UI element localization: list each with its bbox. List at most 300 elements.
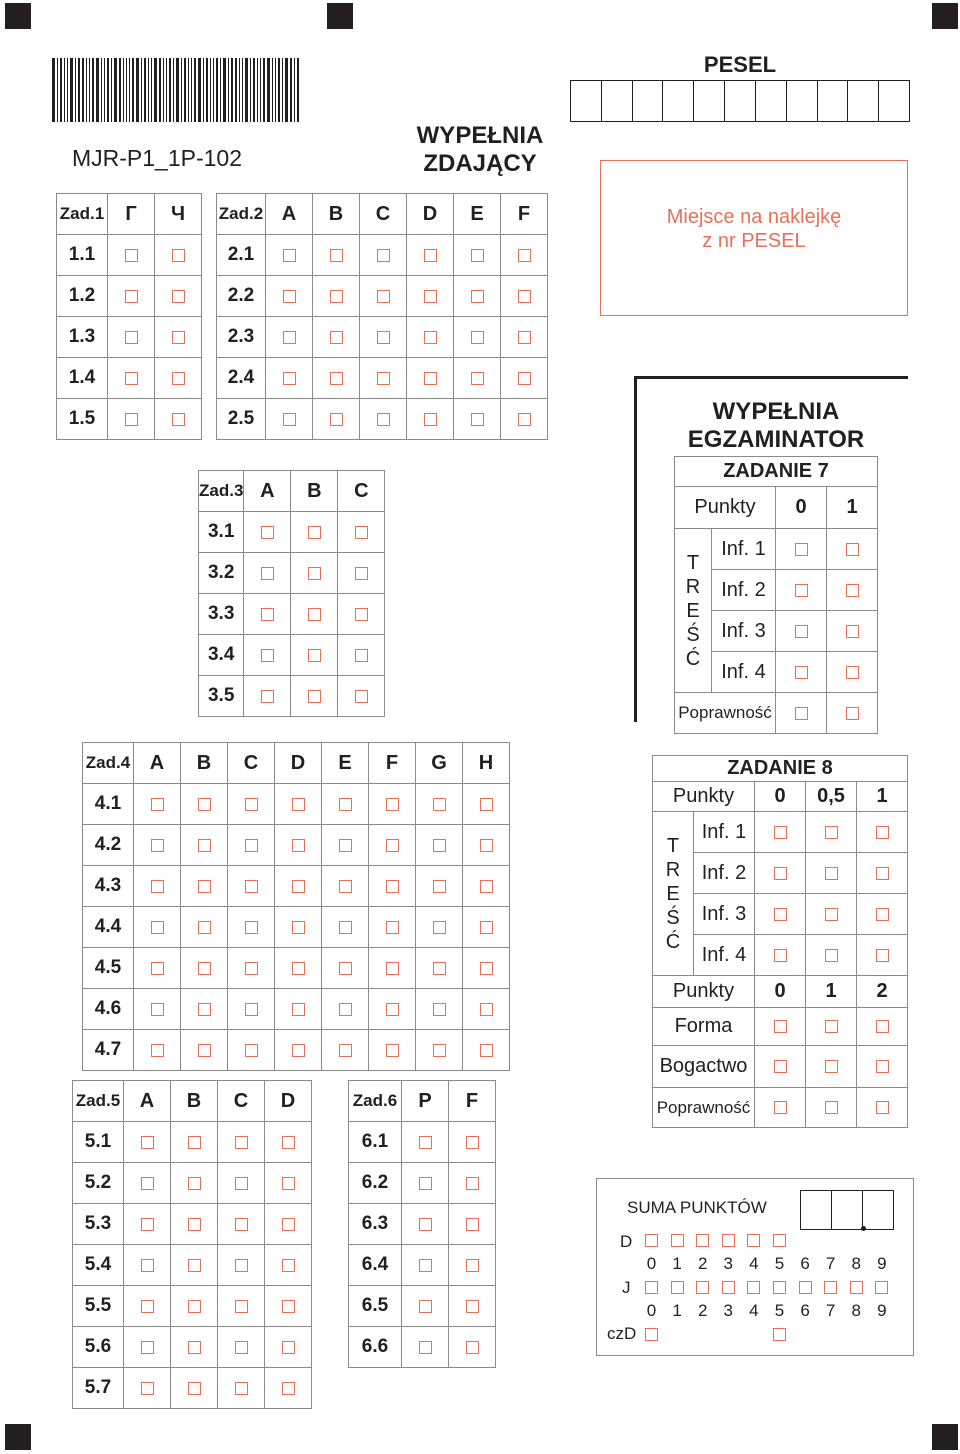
answer-checkbox[interactable]	[433, 1044, 446, 1057]
answer-checkbox[interactable]	[282, 1136, 295, 1149]
answer-checkbox[interactable]	[386, 839, 399, 852]
answer-checkbox[interactable]	[419, 1341, 432, 1354]
answer-checkbox[interactable]	[141, 1382, 154, 1395]
answer-checkbox[interactable]	[330, 290, 343, 303]
pesel-digit-box[interactable]	[818, 81, 849, 121]
answer-checkbox[interactable]	[198, 921, 211, 934]
zad3-column-header: B	[291, 471, 338, 512]
answer-checkbox[interactable]	[471, 249, 484, 262]
units-checkbox[interactable]	[773, 1281, 786, 1294]
answer-checkbox[interactable]	[292, 921, 305, 934]
answer-checkbox[interactable]	[198, 839, 211, 852]
answer-checkbox[interactable]	[330, 249, 343, 262]
answer-checkbox[interactable]	[283, 290, 296, 303]
zad3-row-label: 3.1	[199, 512, 244, 553]
zadanie8-inf-label: Inf. 4	[694, 935, 755, 976]
pesel-digit-box[interactable]	[633, 81, 664, 121]
zad2-column-header: D	[407, 194, 454, 235]
zad6-column-header: F	[449, 1081, 496, 1122]
answer-checkbox[interactable]	[261, 526, 274, 539]
answer-checkbox[interactable]	[377, 413, 390, 426]
score-checkbox[interactable]	[846, 666, 859, 679]
answer-checkbox[interactable]	[245, 798, 258, 811]
score-checkbox[interactable]	[774, 908, 787, 921]
answer-checkbox[interactable]	[151, 880, 164, 893]
score-checkbox[interactable]	[846, 543, 859, 556]
answer-checkbox[interactable]	[125, 372, 138, 385]
barcode-bar	[104, 58, 105, 122]
barcode-bar	[151, 58, 152, 122]
answer-checkbox[interactable]	[282, 1177, 295, 1190]
answer-checkbox[interactable]	[292, 798, 305, 811]
zadanie8-inf-label: Inf. 1	[694, 812, 755, 853]
zad2-column-header: A	[266, 194, 313, 235]
answer-checkbox[interactable]	[355, 526, 368, 539]
answer-checkbox[interactable]	[419, 1136, 432, 1149]
answer-checkbox[interactable]	[386, 921, 399, 934]
answer-checkbox[interactable]	[282, 1382, 295, 1395]
answer-row	[73, 1368, 312, 1409]
zadanie8-points-label: Punkty	[653, 782, 755, 812]
answer-row	[57, 317, 202, 358]
zadanie7-point: 0	[776, 487, 827, 529]
score-checkbox[interactable]	[795, 625, 808, 638]
zad4-row-label: 4.4	[83, 907, 134, 948]
score-checkbox[interactable]	[846, 584, 859, 597]
zad6-row-label: 6.2	[349, 1163, 402, 1204]
answer-checkbox[interactable]	[235, 1259, 248, 1272]
answer-checkbox[interactable]	[261, 690, 274, 703]
zad4-column-header: C	[228, 743, 275, 784]
pesel-input[interactable]	[570, 80, 910, 122]
answer-checkbox[interactable]	[283, 249, 296, 262]
answer-checkbox[interactable]	[151, 962, 164, 975]
barcode-bar	[129, 58, 130, 122]
answer-checkbox[interactable]	[480, 880, 493, 893]
score-checkbox[interactable]	[825, 867, 838, 880]
tens-checkbox[interactable]	[645, 1234, 658, 1247]
answer-checkbox[interactable]	[433, 798, 446, 811]
answer-checkbox[interactable]	[355, 567, 368, 580]
zadanie7-tresc-label: T R E Ś Ć	[675, 529, 712, 693]
answer-checkbox[interactable]	[480, 1044, 493, 1057]
answer-checkbox[interactable]	[466, 1300, 479, 1313]
answer-checkbox[interactable]	[308, 690, 321, 703]
score-checkbox[interactable]	[876, 1101, 889, 1114]
score-checkbox[interactable]	[774, 867, 787, 880]
answer-checkbox[interactable]	[245, 1003, 258, 1016]
answer-checkbox[interactable]	[188, 1218, 201, 1231]
score-checkbox[interactable]	[795, 707, 808, 720]
units-checkbox[interactable]	[645, 1281, 658, 1294]
barcode-bar	[294, 58, 295, 122]
zad4-row-label: 4.3	[83, 866, 134, 907]
answer-checkbox[interactable]	[261, 608, 274, 621]
answer-checkbox[interactable]	[308, 567, 321, 580]
answer-row	[83, 989, 510, 1030]
answer-checkbox[interactable]	[125, 249, 138, 262]
czd-checkbox[interactable]	[773, 1328, 786, 1341]
score-checkbox[interactable]	[774, 1060, 787, 1073]
score-checkbox[interactable]	[876, 1060, 889, 1073]
answer-checkbox[interactable]	[330, 372, 343, 385]
zad1-row-label: 1.4	[57, 358, 108, 399]
answer-checkbox[interactable]	[308, 649, 321, 662]
barcode-bar	[181, 58, 182, 122]
zad5-row-label: 5.2	[73, 1163, 124, 1204]
fill-student-heading: WYPEŁNIA ZDAJĄCY	[416, 122, 544, 177]
answer-checkbox[interactable]	[292, 839, 305, 852]
zad4-row-label: 4.7	[83, 1030, 134, 1071]
answer-checkbox[interactable]	[466, 1136, 479, 1149]
answer-checkbox[interactable]	[386, 1003, 399, 1016]
answer-checkbox[interactable]	[172, 413, 185, 426]
answer-checkbox[interactable]	[339, 839, 352, 852]
answer-checkbox[interactable]	[377, 331, 390, 344]
score-checkbox[interactable]	[876, 826, 889, 839]
score-checkbox[interactable]	[795, 666, 808, 679]
barcode-bar	[114, 58, 117, 122]
zad5-row-label: 5.6	[73, 1327, 124, 1368]
zad3-row-label: 3.5	[199, 676, 244, 717]
units-digit: 4	[749, 1301, 759, 1320]
barcode-bar	[275, 58, 276, 122]
answer-checkbox[interactable]	[433, 921, 446, 934]
barcode-bar	[235, 58, 237, 122]
score-checkbox[interactable]	[846, 625, 859, 638]
answer-checkbox[interactable]	[198, 798, 211, 811]
answer-checkbox[interactable]	[151, 1003, 164, 1016]
answer-checkbox[interactable]	[355, 649, 368, 662]
answer-checkbox[interactable]	[424, 290, 437, 303]
answer-checkbox[interactable]	[419, 1259, 432, 1272]
zad4-column-header: G	[416, 743, 463, 784]
czd-checkbox[interactable]	[645, 1328, 658, 1341]
answer-checkbox[interactable]	[151, 839, 164, 852]
zadanie8-inf-label: Inf. 2	[694, 853, 755, 894]
answer-checkbox[interactable]	[261, 567, 274, 580]
tens-digit: 1	[672, 1254, 682, 1273]
tens-checkbox[interactable]	[722, 1234, 735, 1247]
score-checkbox[interactable]	[846, 707, 859, 720]
pesel-digit-box[interactable]	[725, 81, 756, 121]
barcode-bar	[123, 58, 124, 122]
answer-checkbox[interactable]	[480, 962, 493, 975]
tens-checkbox[interactable]	[773, 1234, 786, 1247]
answer-checkbox[interactable]	[330, 331, 343, 344]
zad1-table	[56, 193, 202, 440]
answer-checkbox[interactable]	[188, 1300, 201, 1313]
score-checkbox[interactable]	[825, 1101, 838, 1114]
exam-code: MJR-P1_1P-102	[72, 145, 243, 171]
zadanie8-bogactwo-label: Bogactwo	[653, 1046, 755, 1088]
zadanie8-point2: 0	[755, 976, 806, 1008]
answer-row	[57, 358, 202, 399]
score-checkbox[interactable]	[825, 826, 838, 839]
barcode-bar	[278, 58, 280, 122]
answer-checkbox[interactable]	[480, 798, 493, 811]
answer-row	[217, 399, 548, 440]
answer-checkbox[interactable]	[188, 1341, 201, 1354]
answer-checkbox[interactable]	[355, 690, 368, 703]
answer-checkbox[interactable]	[151, 1044, 164, 1057]
answer-checkbox[interactable]	[480, 921, 493, 934]
answer-checkbox[interactable]	[235, 1218, 248, 1231]
answer-checkbox[interactable]	[282, 1300, 295, 1313]
score-checkbox[interactable]	[876, 1020, 889, 1033]
score-checkbox[interactable]	[774, 1020, 787, 1033]
barcode-bar	[82, 58, 84, 122]
answer-checkbox[interactable]	[424, 331, 437, 344]
barcode-bar	[119, 58, 121, 122]
answer-checkbox[interactable]	[386, 798, 399, 811]
answer-checkbox[interactable]	[245, 880, 258, 893]
score-sum-entry[interactable]	[800, 1190, 894, 1230]
answer-row	[199, 512, 385, 553]
answer-checkbox[interactable]	[141, 1218, 154, 1231]
answer-checkbox[interactable]	[141, 1177, 154, 1190]
answer-checkbox[interactable]	[339, 1003, 352, 1016]
answer-checkbox[interactable]	[377, 290, 390, 303]
answer-checkbox[interactable]	[433, 839, 446, 852]
answer-checkbox[interactable]	[377, 249, 390, 262]
answer-checkbox[interactable]	[466, 1218, 479, 1231]
answer-checkbox[interactable]	[471, 372, 484, 385]
units-checkbox[interactable]	[799, 1281, 812, 1294]
answer-checkbox[interactable]	[245, 962, 258, 975]
pesel-digit-box[interactable]	[571, 81, 602, 121]
zadanie7-inf-label: Inf. 4	[712, 652, 776, 693]
answer-checkbox[interactable]	[308, 526, 321, 539]
answer-checkbox[interactable]	[471, 413, 484, 426]
units-checkbox[interactable]	[671, 1281, 684, 1294]
tens-checkbox[interactable]	[671, 1234, 684, 1247]
answer-checkbox[interactable]	[386, 880, 399, 893]
answer-checkbox[interactable]	[518, 372, 531, 385]
tens-digit: 9	[877, 1254, 887, 1273]
zad4-label: Zad.4	[83, 743, 134, 784]
zad1-column-header: Г	[108, 194, 155, 235]
answer-row	[217, 276, 548, 317]
units-checkbox[interactable]	[824, 1281, 837, 1294]
answer-checkbox[interactable]	[198, 1003, 211, 1016]
score-checkbox[interactable]	[876, 867, 889, 880]
answer-checkbox[interactable]	[125, 331, 138, 344]
answer-checkbox[interactable]	[283, 331, 296, 344]
answer-checkbox[interactable]	[292, 880, 305, 893]
answer-checkbox[interactable]	[172, 249, 185, 262]
units-checkboxes	[645, 1281, 888, 1294]
score-checkbox[interactable]	[774, 1101, 787, 1114]
answer-checkbox[interactable]	[292, 962, 305, 975]
tens-checkboxes	[645, 1234, 786, 1247]
barcode-bar	[257, 58, 258, 122]
score-checkbox[interactable]	[795, 543, 808, 556]
score-checkbox[interactable]	[825, 1020, 838, 1033]
answer-checkbox[interactable]	[424, 372, 437, 385]
answer-checkbox[interactable]	[125, 290, 138, 303]
pesel-digit-box[interactable]	[602, 81, 633, 121]
barcode-bar	[176, 58, 179, 122]
corner-marker	[932, 3, 958, 29]
score-checkbox[interactable]	[825, 908, 838, 921]
answer-checkbox[interactable]	[282, 1341, 295, 1354]
answer-checkbox[interactable]	[245, 921, 258, 934]
answer-checkbox[interactable]	[330, 413, 343, 426]
answer-checkbox[interactable]	[424, 413, 437, 426]
answer-checkbox[interactable]	[292, 1044, 305, 1057]
answer-checkbox[interactable]	[151, 798, 164, 811]
answer-checkbox[interactable]	[466, 1177, 479, 1190]
answer-checkbox[interactable]	[377, 372, 390, 385]
zad6-row-label: 6.1	[349, 1122, 402, 1163]
answer-checkbox[interactable]	[235, 1136, 248, 1149]
score-checkbox[interactable]	[774, 826, 787, 839]
answer-checkbox[interactable]	[188, 1136, 201, 1149]
answer-row	[83, 907, 510, 948]
score-checkbox[interactable]	[774, 949, 787, 962]
answer-checkbox[interactable]	[518, 249, 531, 262]
answer-checkbox[interactable]	[141, 1136, 154, 1149]
answer-checkbox[interactable]	[339, 798, 352, 811]
score-checkbox[interactable]	[825, 1060, 838, 1073]
answer-checkbox[interactable]	[125, 413, 138, 426]
pesel-digit-box[interactable]	[787, 81, 818, 121]
answer-checkbox[interactable]	[419, 1177, 432, 1190]
answer-checkbox[interactable]	[172, 331, 185, 344]
answer-checkbox[interactable]	[419, 1300, 432, 1313]
answer-row	[73, 1245, 312, 1286]
answer-checkbox[interactable]	[386, 1044, 399, 1057]
zadanie8-title: ZADANIE 8	[653, 756, 908, 782]
answer-checkbox[interactable]	[245, 839, 258, 852]
answer-checkbox[interactable]	[198, 1044, 211, 1057]
units-checkbox[interactable]	[696, 1281, 709, 1294]
answer-checkbox[interactable]	[480, 1003, 493, 1016]
answer-checkbox[interactable]	[198, 880, 211, 893]
answer-checkbox[interactable]	[172, 372, 185, 385]
units-checkbox[interactable]	[875, 1281, 888, 1294]
barcode-bar	[250, 58, 251, 122]
zad4-column-header: H	[463, 743, 510, 784]
zad5-row-label: 5.5	[73, 1286, 124, 1327]
score-checkbox[interactable]	[795, 584, 808, 597]
answer-row	[73, 1327, 312, 1368]
answer-checkbox[interactable]	[235, 1341, 248, 1354]
answer-checkbox[interactable]	[245, 1044, 258, 1057]
barcode-bar	[154, 58, 157, 122]
tens-digit: 2	[697, 1254, 708, 1273]
answer-checkbox[interactable]	[471, 331, 484, 344]
answer-checkbox[interactable]	[198, 962, 211, 975]
pesel-digit-box[interactable]	[663, 81, 694, 121]
zad2-row-label: 2.2	[217, 276, 266, 317]
answer-checkbox[interactable]	[283, 372, 296, 385]
answer-checkbox[interactable]	[518, 331, 531, 344]
answer-checkbox[interactable]	[282, 1259, 295, 1272]
answer-checkbox[interactable]	[282, 1218, 295, 1231]
units-digit: 7	[825, 1301, 836, 1320]
answer-checkbox[interactable]	[424, 249, 437, 262]
zad6-row-label: 6.4	[349, 1245, 402, 1286]
answer-checkbox[interactable]	[339, 1044, 352, 1057]
score-checkbox[interactable]	[876, 949, 889, 962]
answer-checkbox[interactable]	[235, 1300, 248, 1313]
units-checkbox[interactable]	[747, 1281, 760, 1294]
tens-checkbox[interactable]	[747, 1234, 760, 1247]
pesel-digit-box[interactable]	[848, 81, 879, 121]
barcode-bar	[188, 58, 189, 122]
answer-checkbox[interactable]	[339, 962, 352, 975]
answer-checkbox[interactable]	[433, 880, 446, 893]
zad5-column-header: B	[171, 1081, 218, 1122]
pesel-digit-box[interactable]	[756, 81, 787, 121]
czd-label: czD	[607, 1324, 637, 1343]
answer-checkbox[interactable]	[292, 1003, 305, 1016]
barcode-bar	[141, 58, 142, 122]
answer-checkbox[interactable]	[141, 1259, 154, 1272]
answer-checkbox[interactable]	[141, 1341, 154, 1354]
answer-checkbox[interactable]	[339, 880, 352, 893]
score-checkbox[interactable]	[876, 908, 889, 921]
answer-checkbox[interactable]	[466, 1259, 479, 1272]
answer-checkbox[interactable]	[433, 962, 446, 975]
tens-label: D	[620, 1232, 633, 1251]
zadanie7-poprawnosc-label: Poprawność	[675, 693, 776, 734]
answer-checkbox[interactable]	[466, 1341, 479, 1354]
answer-checkbox[interactable]	[235, 1177, 248, 1190]
answer-checkbox[interactable]	[308, 608, 321, 621]
answer-checkbox[interactable]	[188, 1177, 201, 1190]
barcode-bar	[245, 58, 248, 122]
units-checkbox[interactable]	[722, 1281, 735, 1294]
answer-checkbox[interactable]	[480, 839, 493, 852]
barcode-bar	[198, 58, 201, 122]
zad2-column-header: E	[454, 194, 501, 235]
answer-checkbox[interactable]	[339, 921, 352, 934]
units-digits	[645, 1301, 888, 1321]
answer-checkbox[interactable]	[355, 608, 368, 621]
answer-checkbox[interactable]	[283, 413, 296, 426]
pesel-digit-box[interactable]	[879, 81, 909, 121]
tens-digit: 4	[749, 1254, 759, 1273]
answer-checkbox[interactable]	[386, 962, 399, 975]
answer-checkbox[interactable]	[471, 290, 484, 303]
answer-checkbox[interactable]	[188, 1259, 201, 1272]
units-checkbox[interactable]	[850, 1281, 863, 1294]
answer-checkbox[interactable]	[172, 290, 185, 303]
zad6-row-label: 6.5	[349, 1286, 402, 1327]
answer-checkbox[interactable]	[188, 1382, 201, 1395]
answer-checkbox[interactable]	[261, 649, 274, 662]
answer-checkbox[interactable]	[518, 413, 531, 426]
answer-checkbox[interactable]	[151, 921, 164, 934]
barcode-bar	[194, 58, 196, 122]
score-checkbox[interactable]	[825, 949, 838, 962]
zadanie7-table	[674, 456, 878, 734]
barcode-bar	[64, 58, 65, 122]
tens-checkbox[interactable]	[696, 1234, 709, 1247]
zadanie8-forma-label: Forma	[653, 1008, 755, 1046]
pesel-digit-box[interactable]	[694, 81, 725, 121]
answer-checkbox[interactable]	[419, 1218, 432, 1231]
answer-checkbox[interactable]	[518, 290, 531, 303]
answer-checkbox[interactable]	[141, 1300, 154, 1313]
answer-checkbox[interactable]	[433, 1003, 446, 1016]
tens-digits	[645, 1254, 888, 1274]
zad1-row-label: 1.1	[57, 235, 108, 276]
answer-checkbox[interactable]	[235, 1382, 248, 1395]
